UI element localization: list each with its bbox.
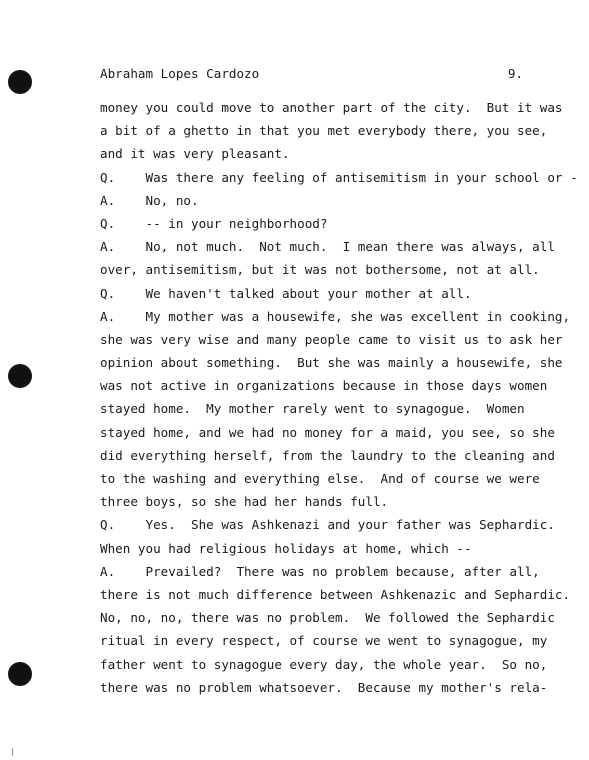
interviewee-name: Abraham Lopes Cardozo [100, 66, 260, 81]
transcript-line: Q. We haven't talked about your mother at all. [100, 285, 472, 301]
transcript-line: there is not much difference between Ashkenazic and Sephardic. [100, 586, 571, 602]
transcript-line: three boys, so she had her hands full. [100, 494, 389, 510]
transcript-line: A. No, no. [100, 192, 199, 208]
transcript-line: was not active in organizations because in those days women [100, 378, 548, 394]
binder-hole-top [8, 70, 32, 94]
binder-hole-middle [8, 364, 32, 388]
transcript-line: ritual in every respect, of course we went to synagogue, my [100, 633, 548, 649]
transcript-line: No, no, no, there was no problem. We followed the Sephardic [100, 610, 555, 626]
scan-mark [12, 748, 13, 756]
transcript-line: money you could move to another part of the city. But it was [100, 100, 563, 115]
transcript-line: she was very wise and many people came to visit us to ask her [100, 331, 563, 347]
transcript-line: A. My mother was a housewife, she was excellent in cooking, [100, 308, 571, 324]
transcript-line: Q. Yes. She was Ashkenazi and your father was Sephardic. [100, 517, 555, 533]
transcript-line: stayed home. My mother rarely went to synagogue. Women [100, 401, 525, 417]
transcript-line: did everything herself, from the laundry to the cleaning and [100, 447, 555, 463]
transcript-line: opinion about something. But she was mainly a housewife, she [100, 355, 563, 371]
transcript-line: A. No, not much. Not much. I mean there was always, all [100, 239, 555, 255]
transcript-line: Q. Was there any feeling of antisemitism in your school or - [100, 169, 578, 185]
transcript-line: When you had religious holidays at home, which -- [100, 540, 472, 556]
binder-hole-bottom [8, 662, 32, 686]
transcript-line: over, antisemitism, but it was not bothersome, not at all. [100, 262, 540, 278]
transcript-line: Q. -- in your neighborhood? [100, 215, 328, 231]
transcript-line: to the washing and everything else. And of course we were [100, 471, 540, 486]
page-number: 9. [507, 66, 523, 81]
transcript-line: stayed home, and we had no money for a maid, you see, so she [100, 424, 555, 440]
transcript-line: a bit of a ghetto in that you met everybody there, you see, [100, 123, 548, 139]
transcript-body [100, 100, 578, 703]
transcript-line: father went to synagogue every day, the whole year. So no, [100, 656, 548, 672]
transcript-line: and it was very pleasant. [100, 146, 290, 162]
transcript-line: there was no problem whatsoever. Because my mother's rela- [100, 679, 548, 695]
transcript-line: A. Prevailed? There was no problem because, after all, [100, 563, 540, 579]
